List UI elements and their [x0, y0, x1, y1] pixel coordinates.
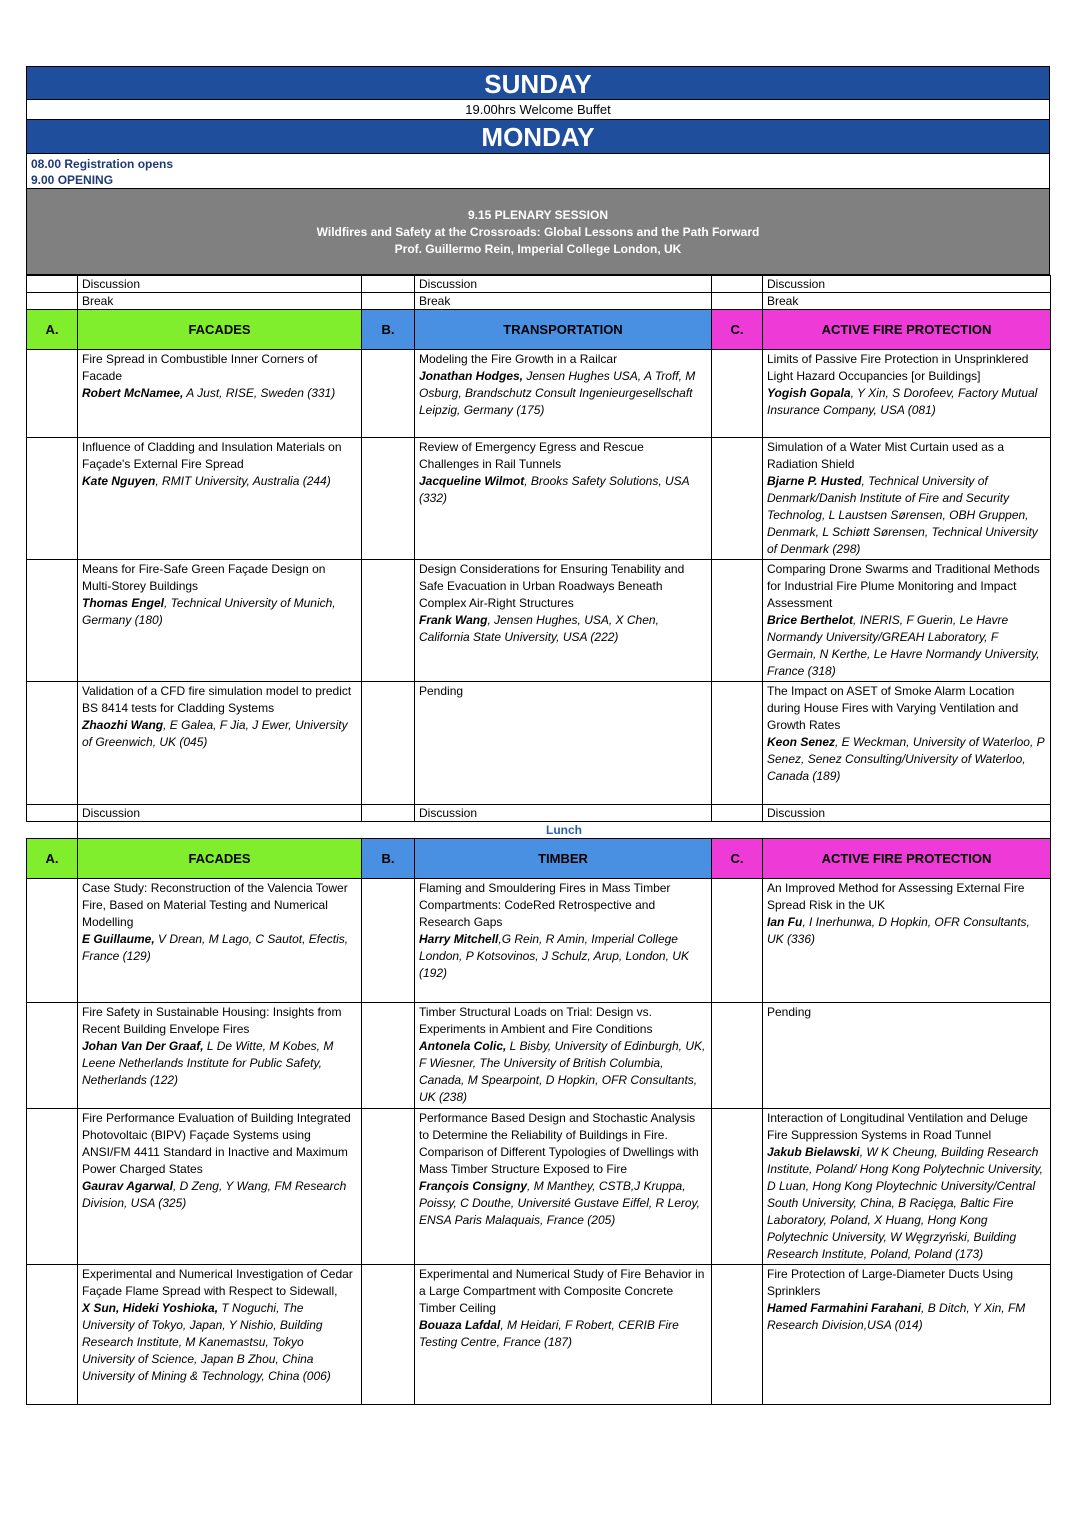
track-b-letter: B. — [362, 839, 415, 879]
paper-cell — [415, 682, 712, 805]
paper-title: Influence of Cladding and Insulation Materials on Façade's External Fire Spread — [82, 440, 342, 471]
co-authors: Jensen Hughes USA, A Troff, M Osburg, Brandschutz Consult Ingenieurgesellschaft Leipzig, Germany (175) — [419, 369, 696, 417]
co-authors: T Noguchi, The University of Tokyo, Japan, Y Nishio, Building Research Institute, M Kanemastsu, Tokyo University of Science, Japan B Zhou, China University of Mining & Technology, China (006) — [82, 1301, 331, 1383]
paper-authors — [82, 385, 357, 402]
presenting-author: Zhaozhi Wang — [82, 718, 164, 732]
paper-title: Flaming and Smouldering Fires in Mass Timber Compartments: CodeRed Retrospective and Research Gaps — [419, 881, 671, 929]
co-authors: L Bisby, University of Edinburgh, UK, F Wiesner, The University of British Columbia, Canada, M Spearpoint, D Hopkin, OFR Consultants, UK (238) — [419, 1039, 706, 1104]
co-authors: , B Ditch, Y Xin, FM Research Division,USA (014) — [767, 1301, 1026, 1332]
paper-authors — [767, 612, 1046, 680]
discussion-label: Discussion — [763, 805, 1051, 822]
paper-cell — [78, 438, 362, 560]
paper-authors — [419, 368, 707, 419]
presenting-author: Yogish Gopala — [767, 386, 851, 400]
paper-cell — [763, 350, 1051, 438]
presenting-author: Hamed Farmahini Farahani — [767, 1301, 922, 1315]
co-authors: , Technical University of Munich, Germany (180) — [82, 596, 336, 627]
paper-title: Comparing Drone Swarms and Traditional Methods for Industrial Fire Plume Monitoring and Impact Assessment — [767, 562, 1040, 610]
opening-text: 9.00 OPENING — [31, 173, 114, 187]
paper-cell — [78, 682, 362, 805]
paper-title: Means for Fire-Safe Green Façade Design on Multi-Storey Buildings — [82, 562, 326, 593]
paper-cell — [78, 1109, 362, 1265]
co-authors: , M Heidari, F Robert, CERIB Fire Testing Centre, France (187) — [419, 1318, 679, 1349]
track-b-letter: B. — [362, 310, 415, 350]
presenting-author: François Consigny — [419, 1179, 528, 1193]
co-authors: , Brooks Safety Solutions, USA (332) — [419, 474, 690, 505]
paper-row — [27, 1265, 1051, 1405]
paper-title: The Impact on ASET of Smoke Alarm Location during House Fires with Varying Ventilation and Growth Rates — [767, 684, 1019, 732]
co-authors: , M Manthey, CSTB,J Kruppa, Poissy, C Douthe, Université Gustave Eiffel, R Leroy, ENSA Paris Malaquais, France (205) — [419, 1179, 700, 1227]
sunday-banner: SUNDAY — [26, 66, 1050, 100]
paper-cell — [78, 350, 362, 438]
co-authors: , RMIT University, Australia (244) — [155, 474, 331, 488]
paper-authors — [767, 914, 1046, 948]
paper-cell — [415, 438, 712, 560]
presenting-author: Jacqueline Wilmot — [419, 474, 525, 488]
track-a-letter: A. — [27, 310, 78, 350]
paper-cell — [415, 1109, 712, 1265]
paper-row — [27, 560, 1051, 682]
track-c-name: ACTIVE FIRE PROTECTION — [763, 839, 1051, 879]
presenting-author: Ian Fu — [767, 915, 803, 929]
co-authors: A Just, RISE, Sweden (331) — [183, 386, 336, 400]
paper-title: Simulation of a Water Mist Curtain used as a Radiation Shield — [767, 440, 1004, 471]
paper-title: Experimental and Numerical Investigation of Cedar Façade Flame Spread with Respect to Sidewall, — [82, 1267, 353, 1298]
paper-row — [27, 438, 1051, 560]
discussion-label: Discussion — [78, 805, 362, 822]
paper-title: Fire Safety in Sustainable Housing: Insights from Recent Building Envelope Fires — [82, 1005, 342, 1036]
paper-title: Performance Based Design and Stochastic Analysis to Determine the Reliability of Buildings in Fire. Comparison of Different Typologies of Dwellings with Mass Timber Structure Exposed to Fire — [419, 1111, 699, 1176]
paper-title: Pending — [419, 684, 464, 698]
co-authors: , INERIS, F Guerin, Le Havre Normandy University/GREAH Laboratory, F Germain, N Kerthe, Le Havre Normandy University, France (318) — [767, 613, 1040, 678]
presenting-author: E Guillaume, — [82, 932, 155, 946]
paper-authors — [419, 931, 707, 982]
co-authors: , Technical University of Denmark/Danish Institute of Fire and Security Technolog, L Laustsen Sørensen, OBH Gruppen, Denmark, L Schiøtt Sørensen, Technical University of Denmark (298) — [767, 474, 1038, 556]
presenting-author: Antonela Colic, — [419, 1039, 507, 1053]
paper-row — [27, 682, 1051, 805]
presenting-author: X Sun, Hideki Yoshioka, — [82, 1301, 219, 1315]
discussion-label: Discussion — [78, 276, 362, 293]
paper-cell — [415, 879, 712, 1003]
plenary-session — [26, 189, 1050, 275]
paper-title: Review of Emergency Egress and Rescue Challenges in Rail Tunnels — [419, 440, 644, 471]
paper-title: Fire Protection of Large-Diameter Ducts Using Sprinklers — [767, 1267, 1014, 1298]
presenting-author: Gaurav Agarwal — [82, 1179, 173, 1193]
track-b-name: TRANSPORTATION — [415, 310, 712, 350]
paper-title: An Improved Method for Assessing External Fire Spread Risk in the UK — [767, 881, 1025, 912]
plenary-heading: 9.15 PLENARY SESSION — [467, 208, 609, 222]
presenting-author: Bjarne P. Husted — [767, 474, 862, 488]
paper-authors — [419, 1038, 707, 1106]
welcome-buffet: 19.00hrs Welcome Buffet — [26, 100, 1050, 120]
co-authors: ,G Rein, R Amin, Imperial College London, P Kotsovinos, J Schulz, Arup, London, UK (192) — [419, 932, 689, 980]
paper-row — [27, 350, 1051, 438]
co-authors: , W K Cheung, Building Research Institute, Poland/ Hong Kong Polytechnic University, D Luan, Hong Kong Ploytechnic University/Central South University, China, B Racięga, Baltic Fire Laboratory, Poland, X Huang, Hong Kong Polytechnic University, W Węgrzyński, Building Research Institute, Poland, Poland (173) — [767, 1145, 1043, 1261]
track-c-name: ACTIVE FIRE PROTECTION — [763, 310, 1051, 350]
discussion-label: Discussion — [415, 805, 712, 822]
presenting-author: Johan Van Der Graaf, — [82, 1039, 204, 1053]
track-a-letter: A. — [27, 839, 78, 879]
paper-authors — [767, 473, 1046, 558]
paper-authors — [82, 931, 357, 965]
break-label: Break — [78, 293, 362, 310]
presenting-author: Brice Berthelot — [767, 613, 854, 627]
track-a-name: FACADES — [78, 310, 362, 350]
paper-title: Modeling the Fire Growth in a Railcar — [419, 352, 618, 366]
registration-block — [26, 154, 1050, 189]
paper-cell — [78, 879, 362, 1003]
monday-banner: MONDAY — [26, 120, 1050, 154]
co-authors: , E Weckman, University of Waterloo, P Senez, Senez Consulting/University of Waterloo, Canada (189) — [767, 735, 1045, 783]
paper-cell — [78, 560, 362, 682]
paper-title: Limits of Passive Fire Protection in Unsprinklered Light Hazard Occupancies [or Buildings] — [767, 352, 1029, 383]
presenting-author: Robert McNamee, — [82, 386, 184, 400]
co-authors: , D Zeng, Y Wang, FM Research Division, USA (325) — [82, 1179, 347, 1210]
paper-cell — [78, 1003, 362, 1109]
plenary-title: Wildfires and Safety at the Crossroads: Global Lessons and the Path Forward — [316, 225, 760, 239]
registration-text: 08.00 Registration opens — [31, 157, 174, 171]
paper-authors — [767, 1144, 1046, 1263]
presenting-author: Kate Nguyen — [82, 474, 156, 488]
paper-row — [27, 1109, 1051, 1265]
paper-title: Pending — [767, 1005, 812, 1019]
paper-cell — [763, 1003, 1051, 1109]
paper-authors — [82, 473, 357, 490]
break-label: Break — [415, 293, 712, 310]
co-authors: , Y Xin, S Dorofeev, Factory Mutual Insurance Company, USA (081) — [767, 386, 1038, 417]
session-1-table — [26, 275, 1051, 1405]
presenting-author: Bouaza Lafdal — [419, 1318, 501, 1332]
paper-authors — [419, 1317, 707, 1351]
discussion-label: Discussion — [763, 276, 1051, 293]
paper-cell — [763, 682, 1051, 805]
presenting-author: Frank Wang — [419, 613, 488, 627]
co-authors: , Jensen Hughes, USA, X Chen, California State University, USA (222) — [419, 613, 659, 644]
track-b-name: TIMBER — [415, 839, 712, 879]
track-c-letter: C. — [712, 839, 763, 879]
paper-cell — [763, 438, 1051, 560]
paper-title: Fire Performance Evaluation of Building Integrated Photovoltaic (BIPV) Façade Systems using ANSI/FM 4411 Standard in Inactive and Maximum Power Charged States — [82, 1111, 351, 1176]
paper-title: Experimental and Numerical Study of Fire Behavior in a Large Compartment with Composite Concrete Timber Ceiling — [419, 1267, 705, 1315]
co-authors: V Drean, M Lago, C Sautot, Efectis, France (129) — [82, 932, 349, 963]
co-authors: L De Witte, M Kobes, M Leene Netherlands Institute for Public Safety, Netherlands (122) — [82, 1039, 334, 1087]
paper-title: Design Considerations for Ensuring Tenability and Safe Evacuation in Urban Roadways Beneath Complex Air-Right Structures — [419, 562, 685, 610]
paper-cell — [763, 1265, 1051, 1405]
co-authors: , I Inerhunwa, D Hopkin, OFR Consultants, UK (336) — [767, 915, 1030, 946]
discussion-label: Discussion — [415, 276, 712, 293]
paper-title: Timber Structural Loads on Trial: Design vs. Experiments in Ambient and Fire Conditions — [419, 1005, 653, 1036]
paper-title: Case Study: Reconstruction of the Valencia Tower Fire, Based on Material Testing and Numerical Modelling — [82, 881, 348, 929]
paper-cell — [763, 1109, 1051, 1265]
presenting-author: Thomas Engel — [82, 596, 165, 610]
paper-authors — [82, 1300, 357, 1385]
paper-cell — [415, 350, 712, 438]
paper-authors — [767, 385, 1046, 419]
paper-authors — [419, 1178, 707, 1229]
presenting-author: Harry Mitchell — [419, 932, 499, 946]
paper-authors — [82, 717, 357, 751]
paper-cell — [78, 1265, 362, 1405]
paper-authors — [767, 734, 1046, 785]
paper-cell — [415, 1003, 712, 1109]
paper-title: Interaction of Longitudinal Ventilation and Deluge Fire Suppression Systems in Road Tunnel — [767, 1111, 1028, 1142]
paper-authors — [767, 1300, 1046, 1334]
paper-cell — [763, 560, 1051, 682]
presenting-author: Jonathan Hodges, — [419, 369, 524, 383]
paper-cell — [415, 560, 712, 682]
paper-authors — [419, 473, 707, 507]
paper-title: Validation of a CFD fire simulation model to predict BS 8414 tests for Cladding Systems — [82, 684, 352, 715]
paper-authors — [82, 1178, 357, 1212]
plenary-speaker: Prof. Guillermo Rein, Imperial College London, UK — [394, 242, 682, 256]
presenting-author: Keon Senez — [767, 735, 836, 749]
paper-row — [27, 1003, 1051, 1109]
paper-authors — [419, 612, 707, 646]
paper-title: Fire Spread in Combustible Inner Corners of Facade — [82, 352, 318, 383]
track-c-letter: C. — [712, 310, 763, 350]
paper-authors — [82, 595, 357, 629]
paper-cell — [415, 1265, 712, 1405]
paper-row — [27, 879, 1051, 1003]
paper-cell — [763, 879, 1051, 1003]
co-authors: , E Galea, F Jia, J Ewer, University of Greenwich, UK (045) — [82, 718, 348, 749]
paper-authors — [82, 1038, 357, 1089]
lunch-label: Lunch — [78, 822, 1051, 839]
break-label: Break — [763, 293, 1051, 310]
track-a-name: FACADES — [78, 839, 362, 879]
presenting-author: Jakub Bielawski — [767, 1145, 860, 1159]
